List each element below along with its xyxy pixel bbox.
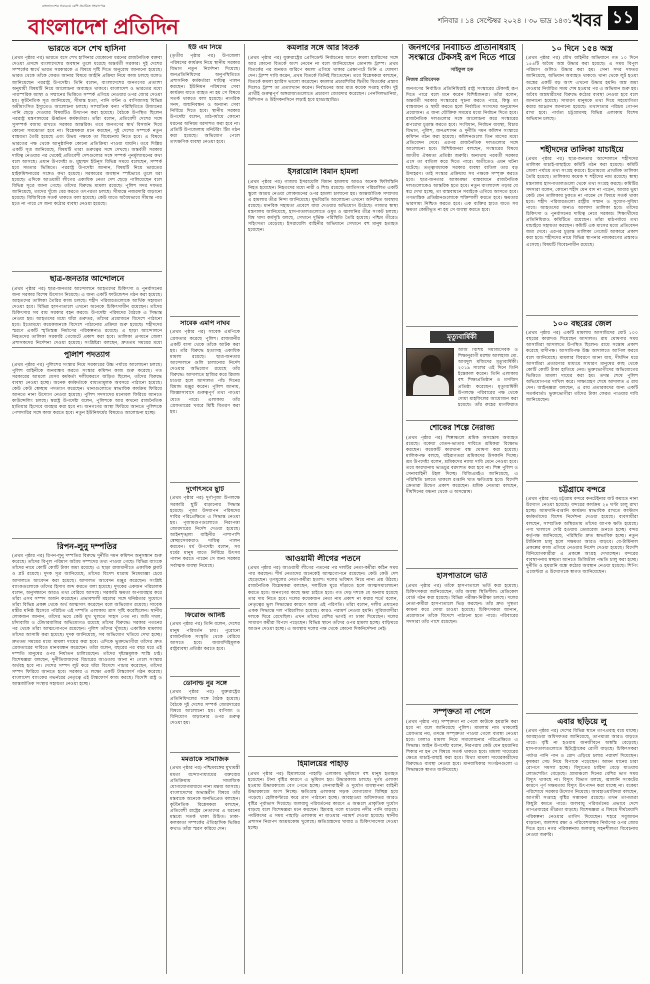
divider (248, 164, 398, 165)
headline: সাবেক এমপি নাঘব (180, 320, 230, 327)
article-body: (প্রথম পৃষ্ঠার পর) যৌথ বাহিনীর অভিযানে গত ১০ দিনে ১৫৪টি অবৈধ অস্ত্র উদ্ধার করা হয়েছে। এ সময় বিপুল পরিমাণ গুলিও উদ্ধার করা হয়। সেনা সদর দফতর জানিয়েছে, অভিযান অব্যাহত থাকবে। থানা থেকে লুট হওয়া অস্ত্রের একটি বড় অংশ এখনো উদ্ধার হয়নি। অস্ত্র জমা দেওয়ার নির্ধারিত সময় শেষ হওয়ার পর এ অভিযান শুরু হয়। অবৈধ অস্ত্রধারীদের বিরুদ্ধে কঠোর ব্যবস্থা নেওয়া হবে বলে জানানো হয়েছে। সাধারণ মানুষকে তথ্য দিয়ে সহযোগিতা করার আহ্বান জানানো হয়েছে। তথ্যদাতার পরিচয় গোপন রাখা হবে। পার্বত্য চট্টগ্রামসহ বিভিন্ন এলাকায় বিশেষ অভিযান চলছে। (526, 56, 638, 123)
article-body: (প্রথম পৃষ্ঠার পর) যুক্তরাষ্ট্রের প্রেসিডেন্ট নির্বাচনের আগে কমলা হ্যারিসের সঙ্গে আর কোনো বিতর্কে অংশ নেবেন না বলে জানিয়েছেন ডোনাল্ড ট্রাম্প। প্রথম বিতর্কের পর জনমত জরিপে কমলা এগিয়ে থাকার প্রেক্ষাপটে তিনি এ ঘোষণা দেন। ট্রাম্প দাবি করেন, প্রথম বিতর্কে তিনিই জিতেছেন। তবে বিশ্লেষকরা বলছেন, বিতর্কে কমলা হ্যারিস ভালো করেছেন। কমলার প্রচারশিবির দ্বিতীয় বিতর্কের প্রস্তাব দিলেও ট্রাম্প তা প্রত্যাখ্যান করেন। নির্বাচনের আর মাত্র কয়েক সপ্তাহ বাকি। দুই প্রার্থীই গুরুত্বপূর্ণ অঙ্গরাজ্যগুলোতে প্রচারণা জোরদার করেছেন। পেনসিলভানিয়া, মিশিগান ও উইসকনসিনে লড়াই হবে হাড্ডাহাড্ডি। (248, 55, 398, 104)
article-israel-strike (248, 168, 398, 548)
article-student-movement (12, 275, 162, 345)
article-body: আজ বিশিষ্ট সমাজসেবক ও শিক্ষানুরাগী মরহুম আলহাজ মো. আবদুল মজিদের মৃত্যুবার্ষিকী। ২০১৯ সালের এই দিনে তিনি ইন্তেকাল করেন। তিনি এলাকায় বহু শিক্ষাপ্রতিষ্ঠান ও মসজিদ প্রতিষ্ঠা করেছেন। মৃত্যুবার্ষিকী উপলক্ষে পরিবারের পক্ষ থেকে দোয়া মাহফিলের আয়োজন করা হয়েছে। তাঁর রুহের মাগফিরাত (458, 348, 518, 406)
masthead-rule (12, 40, 638, 41)
article-former-mp (170, 320, 240, 480)
newspaper-logo[interactable] (14, 4, 194, 39)
article-body: (প্রথম পৃষ্ঠার পর) গাজায় ইসরায়েলি বিমান হামলায় আরও অনেক ফিলিস্তিনি নিহত হয়েছেন। নিহতদের মধ্যে নারী ও শিশু রয়েছে। জাতিসংঘ পরিচালিত একটি স্কুলে আশ্রয় নেওয়া লোকজনের ওপর হামলা চালানো হয়। আন্তর্জাতিক সম্প্রদায় এ হামলার তীব্র নিন্দা জানিয়েছে। যুদ্ধবিরতি আলোচনা এখনো অনিশ্চিত অবস্থায় রয়েছে। মানবিক সহায়তা প্রবেশে বাধা দেওয়ার অভিযোগ উঠেছে। গাজার স্বাস্থ্য মন্ত্রণালয় জানিয়েছে, হাসপাতালগুলোতে ওষুধ ও জ্বালানির তীব্র সংকট চলছে। বিশ্ব খাদ্য কর্মসূচি বলছে, সেখানে দুর্ভিক্ষ পরিস্থিতি তৈরি হয়েছে। পশ্চিম তীরেও সহিংসতা বেড়েছে। ইসরায়েলি বাহিনীর অভিযানে সেখানে বহু মানুষ হতাহত হয়েছেন। (248, 179, 398, 234)
article-police-resign (12, 351, 162, 536)
article-body: (প্রথম পৃষ্ঠার পর) আওয়ামী লীগের পতনের পর দলটির নেতা-কর্মীরা কঠিন সময় পার করছেন। শীর্ষ নেতাদের অনেকেই আত্মগোপনে রয়েছেন। কেউ কেউ দেশ ছেড়েছেন। তৃণমূলের নেতা-কর্মীরা হতাশ। দলের ভবিষ্যৎ নিয়ে নানা প্রশ্ন উঠছে। রাজনৈতিক বিশ্লেষকরা বলছেন, দলটিকে ঘুরে দাঁড়াতে হলে আত্মসমালোচনা করতে হবে। জনগণের কাছে ক্ষমা চাইতে হবে। গত দেড় দশকে যে অন্যায় হয়েছে তার দায় নিতে হবে। দলের কয়েকজন নেতা নাম প্রকাশ না করার শর্তে বলেন, নেতৃত্বের ভুল সিদ্ধান্তের কারণে আজ এই পরিণতি। তাঁরা বলেন, দলীয় প্রধানের একক সিদ্ধান্তে দল পরিচালিত হয়েছে। কারও পরামর্শ নেওয়া হয়নি। সুবিধাবাদীরা দলকে ঘিরে রেখেছিল। এখন তাঁদের বেশির ভাগই গা ঢাকা দিয়েছেন। দলের সাধারণ কর্মীরা বিপদে পড়েছেন। বিভিন্ন স্থানে তাঁদের ওপর হামলা হচ্ছে। বাড়িঘরে আগুন দেওয়া হচ্ছে। এ অবস্থায় দলের পক্ষ থেকে কোনো দিকনির্দেশনা নেই। (248, 566, 398, 633)
page-number: ১১ (608, 6, 638, 30)
article-kamala-debate (248, 44, 398, 162)
portrait-shirt (413, 375, 449, 395)
article-mamata (170, 756, 240, 974)
article-body: (প্রথম পৃষ্ঠার পর) শিল্পাঞ্চলে শ্রমিক অসন্তোষ অব্যাহত রয়েছে। বকেয়া বেতন-ভাতার দাবিতে শ্রমিকরা বিক্ষোভ করছেন। কয়েকটি কারখানা বন্ধ ঘোষণা করা হয়েছে। মালিকপক্ষ বলছে, বহিরাগতরা শ্রমিকদের উসকানি দিচ্ছে। শ্রম উপদেষ্টা বলেন, শ্রমিকদের ন্যায্য দাবি মেনে নেওয়া হবে। তবে কারখানায় ভাঙচুর বরদাশত করা হবে না। শিল্প পুলিশ ও সেনাবাহিনী টহল দিচ্ছে। বিজিএমইএ জানিয়েছে, এ পরিস্থিতি চলতে থাকলে রপ্তানি খাত ক্ষতিগ্রস্ত হবে। বিদেশি ক্রেতারা উদ্বেগ প্রকাশ করেছেন। শ্রমিক নেতারা বলছেন, দীর্ঘদিনের বঞ্চনা থেকে এ অসন্তোষ। (406, 435, 518, 496)
section-title: খবর (572, 11, 602, 31)
divider (170, 676, 240, 677)
byline: সাইফুল হক (450, 66, 474, 73)
publication-date: শনিবার । ১৪ সেপ্টেম্বর ২০২৪ । ৩০ ভাদ্র ১৪৩১ (438, 17, 572, 25)
reporter-label: নিজস্ব প্রতিবেদক (406, 76, 440, 83)
divider (526, 481, 638, 482)
divider (170, 752, 240, 753)
divider (406, 568, 518, 569)
portrait-head (421, 355, 441, 377)
obituary-photo (406, 348, 454, 396)
headline: জনগণের নির্বাচিত প্রতিনিধিরাই সংস্কারে টেকসই রূপ দিতে পারে (408, 44, 516, 63)
article-body: (প্রথম পৃষ্ঠার পর) ছাত্র-জনতার আন্দোলনে আহতদের চিকিৎসা ও পুনর্বাসনের জন্য সরকার বিশেষ উদ্যোগ নিয়েছে। এ জন্য একটি ফাউন্ডেশন গঠন করা হয়েছে। আহতদের তালিকা তৈরির কাজ চলছে। শহীদ পরিবারগুলোকে আর্থিক সহায়তা দেওয়া হবে। বিভিন্ন হাসপাতালে এখনো অনেকে চিকিৎসাধীন রয়েছেন। তাঁদের চিকিৎসার সব ব্যয় সরকার বহন করবে। উপদেষ্টা পরিষদের বৈঠকে এ সিদ্ধান্ত নেওয়া হয়। আহতদের মধ্যে যাঁরা গুরুতর, তাঁদের প্রয়োজনে বিদেশে পাঠানো হবে। ইতোমধ্যে কয়েকজনকে বিদেশে পাঠানোর প্রক্রিয়া শুরু হয়েছে। শহীদদের স্মরণে একটি স্মৃতিস্তম্ভ নির্মাণের পরিকল্পনাও রয়েছে। এ ছাড়া আন্দোলনে নিহতদের তালিকা সরকারি গেজেটে প্রকাশ করা হবে। তালিকা প্রণয়নে জেলা প্রশাসকদের নির্দেশনা দেওয়া হয়েছে। সংশ্লিষ্টরা বলছেন, দ্রুততম সময়ের মধ্যে (12, 286, 162, 345)
headline: সম্পৃক্ততা না পেলে (433, 708, 491, 716)
headline: হাসপাতালে ভর্তি (436, 572, 488, 580)
headline: মমতাকে সামাজিক (181, 756, 229, 763)
headline: ভারতে বসে শেখ হাসিনা (48, 44, 126, 53)
article-body: (প্রথম পৃষ্ঠার পর) পুলিশের সংস্কার নিয়ে সরকারের উচ্চ পর্যায়ে আলোচনা চলছে। পুলিশ বাহিনীকে জনবান্ধব করতে সংস্কার কমিশন কাজ শুরু করেছে। গত সরকারের আমলে যেসব কর্মকর্তা দলীয়করণে জড়িত ছিলেন, তাঁদের বিরুদ্ধে ব্যবস্থা নেওয়া হচ্ছে। অনেক কর্মকর্তাকে বাধ্যতামূলক অবসরে পাঠানো হয়েছে। কেউ কেউ স্বেচ্ছায় পদত্যাগ করেছেন। থানাগুলোতে স্বাভাবিক কার্যক্রম ফিরিয়ে আনতে নানা উদ্যোগ নেওয়া হয়েছে। পুলিশ সদস্যদের মনোবল ফিরিয়ে আনতে কাউন্সেলিং চলছে। স্বরাষ্ট্র উপদেষ্টা বলেন, পুলিশকে আর কখনো রাজনৈতিক হাতিয়ার হিসেবে ব্যবহার করা হবে না। জনগণের আস্থা ফিরিয়ে আনতে পুলিশকে পেশাদারির সঙ্গে কাজ করতে হবে। নতুন ইউনিফর্মের বিষয়েও আলোচনা হচ্ছে। (12, 362, 162, 417)
column-rule (522, 44, 523, 974)
headline: ইসরায়েলি বিমান হামলা (287, 168, 359, 176)
article-donald (170, 680, 240, 750)
headline: ইউ এম নিয়ে (188, 44, 222, 51)
headline: হিমালয়ের পাহাড় (297, 760, 349, 768)
article-elected-reps (406, 44, 518, 324)
divider (406, 420, 518, 421)
article-body: (প্রথম পৃষ্ঠার পর) সাবেক এমপিকে গ্রেফতার করেছে পুলিশ। রাজধানীর একটি বাসা থেকে তাঁকে আটক করা হয়। তাঁর বিরুদ্ধে হত্যাসহ একাধিক মামলা রয়েছে। ছাত্র-জনতার আন্দোলনে গুলি চালানোর নির্দেশ দেওয়ার অভিযোগ রয়েছে তাঁর বিরুদ্ধে। আদালতে হাজির করে রিমান্ড চাওয়া হলে আদালত পাঁচ দিনের রিমান্ড মঞ্জুর করেন। পুলিশ জানায়, জিজ্ঞাসাবাদে গুরুত্বপূর্ণ তথ্য পাওয়া যেতে পারে। এলাকায় তাঁর গ্রেফতারের খবরে মিষ্টি বিতরণ করা হয়। (170, 330, 240, 415)
article-ripon-lunu (12, 542, 162, 974)
headline: ডোনাল্ড নুর সঙ্গে (183, 680, 227, 687)
article-awami-league (248, 554, 398, 754)
headline: ছাত্র-জনতার আন্দোলনে (49, 275, 125, 283)
divider (406, 326, 518, 327)
article-industrial-unrest (406, 424, 518, 566)
divider (406, 704, 518, 705)
obituary-label: মৃত্যুবার্ষিকী (430, 331, 494, 343)
headline: দুর্গোৎসবে ছুটি (186, 486, 224, 493)
article-hospitalized (406, 572, 518, 702)
headline: ১০ দিনে ১৫৪ অস্ত্র (551, 44, 613, 53)
article-body: (প্রথম পৃষ্ঠার পর) হিমালয়ের পাহাড়ি এলাকায় ভূমিধসে বহু মানুষ হতাহত হয়েছেন। টানা বৃষ্টির কারণে এ ভূমিধস হয়। উদ্ধারকাজ চলছে। দুর্গম এলাকা হওয়ায় উদ্ধারকাজে বেগ পেতে হচ্ছে। সেনাবাহিনী ও দুর্যোগ ব্যবস্থাপনা বাহিনী উদ্ধারকাজে অংশ নিচ্ছে। ক্ষতিগ্রস্ত এলাকার সড়ক যোগাযোগ বিচ্ছিন্ন হয়ে পড়েছে। হেলিকপ্টারে করে ত্রাণ পাঠানো হচ্ছে। আবহাওয়া অধিদফতর আরও বৃষ্টির পূর্বাভাস দিয়েছে। জলবায়ু পরিবর্তনের কারণে এ অঞ্চলে প্রাকৃতিক দুর্যোগ বাড়ছে বলে বিশেষজ্ঞরা মনে করছেন। হিমবাহ গলে যাওয়ায় নদীর পানি বাড়ছে। পর্যটকদের এ সময় পাহাড়ি এলাকায় না যাওয়ার পরামর্শ দেওয়া হয়েছে। স্থানীয় প্রশাসন নিরাপদ আশ্রয়কেন্দ্র খুলেছে। ক্ষতিগ্রস্তদের খাবার ও চিকিৎসাসেবা দেওয়া হচ্ছে। (248, 771, 398, 832)
article-body: (প্রথম পৃষ্ঠার পর) তাঁকে হাসপাতালে ভর্তি করা হয়েছে। চিকিৎসকরা জানিয়েছেন, তাঁর অবস্থা স্থিতিশীল। মেডিকেল বোর্ড গঠন করা হয়েছে। বিভিন্ন পরীক্ষা-নিরীক্ষা চলছে। দলের নেতা-কর্মীরা হাসপাতালে ভিড় করছেন। তাঁর দ্রুত সুস্থতা কামনা করে দোয়া চাওয়া হয়েছে। চিকিৎসকরা জানান, প্রয়োজনে তাঁকে বিদেশে পাঠানো হতে পারে। পরিবারের সদস্যরা তাঁর পাশে রয়েছেন। (406, 583, 518, 626)
article-martyrs-list (526, 145, 638, 313)
divider (170, 316, 240, 317)
divider (526, 141, 638, 142)
article-body: (প্রথম পৃষ্ঠার পর) তিনি বলেন, দেশের মানুষ পরিবর্তন চায়। পুরোনো রাজনৈতিক সংস্কৃতি থেকে বেরিয়ে আসতে হবে। জবাবদিহিমূলক রাষ্ট্রব্যবস্থা প্রতিষ্ঠা করতে হবে। (170, 622, 240, 652)
article-body: (তৃতীয় পৃষ্ঠার পর) উপজেলা পরিষদের কার্যক্রম নিয়ে স্থানীয় সরকার বিভাগ নতুন নির্দেশনা দিয়েছে। জনপ্রতিনিধিদের অনুপস্থিতিতে প্রশাসনিক কর্মকর্তারা দায়িত্ব পালন করছেন। ইউনিয়ন পরিষদের সেবা কার্যক্রম যাতে ব্যাহত না হয় সে বিষয়ে সতর্ক থাকতে বলা হয়েছে। নাগরিক সনদ, জন্মনিবন্ধন ও অন্যান্য সেবা নির্বিঘ্নে দিতে হবে। স্থানীয় সরকার উপদেষ্টা বলেন, মাঠপর্যায়ে কোনো ধরনের অনিয়ম বরদাশত করা হবে না। প্রতিটি উপজেলায় মনিটরিং টিম গঠন করা হয়েছে। অভিযোগ পেলে তাৎক্ষণিক ব্যবস্থা নেওয়া হবে। (170, 54, 240, 145)
divider (248, 756, 398, 757)
article-body: (প্রথম পৃষ্ঠার পর) রিপন-লুনু দম্পতির বিরুদ্ধে দুর্নীতি দমন কমিশন অনুসন্ধান শুরু করেছে। তাঁদের বিপুল পরিমাণ অবৈধ সম্পদের তথ্য পাওয়া গেছে। বিভিন্ন ব্যাংকে তাঁদের নামে কোটি কোটি টাকা জমা রয়েছে। এ ছাড়া রাজধানীতে একাধিক ফ্ল্যাট ও প্লট রয়েছে। দুদক সূত্র জানিয়েছে, তাঁদের বিদেশ যাত্রায় নিষেধাজ্ঞা চেয়ে আদালতে আবেদন করা হয়েছে। আদালত আবেদন মঞ্জুর করেছেন। সংশ্লিষ্ট ব্যাংকগুলোকে তাঁদের হিসাব জব্দ করতে বলা হয়েছে। দুদকের একজন পরিচালক বলেন, অনুসন্ধানে আরও তথ্য বেরিয়ে আসছে। সরকারি ক্ষমতা অপব্যবহার করে তাঁরা এসব সম্পদ অর্জন করেছেন। প্রভাবশালী মহলের সঙ্গে ঘনিষ্ঠতার সুযোগে তাঁরা বিভিন্ন প্রকল্প থেকে অর্থ আত্মসাৎ করেছেন বলে অভিযোগ রয়েছে। সাবেক মন্ত্রীর ঘনিষ্ঠ হিসেবে পরিচিত এই দম্পতি এলাকায় ত্রাস সৃষ্টি করেছিলেন। স্থানীয় লোকজন জানান, তাঁদের ভয়ে কেউ মুখ খুলতে সাহস পেত না। জমি দখল, চাঁদাবাজি ও টেন্ডারবাজির অভিযোগও রয়েছে তাঁদের বিরুদ্ধে। সরকার পতনের পর থেকে তাঁরা আত্মগোপনে রয়েছেন। পুলিশ তাঁদের খুঁজছে। একাধিক মামলায় তাঁদের আসামি করা হয়েছে। দুদক জানিয়েছে, সব অভিযোগ খতিয়ে দেখা হচ্ছে। দ্রুততম সময়ের মধ্যে মামলা দায়ের করা হবে। এদিকে ভুক্তভোগীরা তাঁদের দ্রুত গ্রেফতারের দাবিতে মানববন্ধন করেছেন। তাঁরা বলেন, বছরের পর বছর ধরে এই দম্পতি মানুষের ওপর নির্যাতন চালিয়েছেন। তাঁদের দৃষ্টান্তমূলক শাস্তি চাই। বিশেষজ্ঞরা বলছেন, দুর্নীতিবাজদের বিচারের আওতায় আনা না গেলে সংস্কার অর্থবহ হবে না। দেশের সম্পদ লুট করে যাঁরা বিদেশে পাচার করেছেন, তাঁদের সম্পদ ফিরিয়ে আনতে হবে। সরকার এ লক্ষ্যে একটি টাস্কফোর্স গঠন করেছে। বাংলাদেশ ব্যাংকের গভর্নরের নেতৃত্বে এই টাস্কফোর্স কাজ করছে। বিদেশি রাষ্ট্র ও আন্তর্জাতিক সংস্থার সহায়তা নেওয়া হচ্ছে। (12, 554, 162, 688)
article-body: (প্রথম পৃষ্ঠার পর) ভারতে বসে শেখ হাসিনার যেকোনো ধরনের রাজনৈতিক বক্তব্য দেওয়া প্রসঙ্গে বাংলাদেশের অবস্থান তুলে ধরেছে অন্তর্বর্তী সরকার। দুই দেশের সম্পর্কের স্বার্থে ভারত সরকারকে এ বিষয়ে দৃষ্টি দিতে অনুরোধ জানানো হয়েছে। ভারত থেকে তাঁকে ফেরত আনার বিষয়ে আইনি প্রক্রিয়া নিয়ে কাজ চলছে বলেও জানিয়েছেন পররাষ্ট্র উপদেষ্টা। তিনি বলেন, বাংলাদেশের জনগণের প্রত্যাশা অনুযায়ী বিষয়টি নিয়ে আলোচনা অব্যাহত থাকবে। বাংলাদেশ ও ভারতের মধ্যে পারস্পরিক আস্থা ও সম্মানের ভিত্তিতে সম্পর্ক এগিয়ে নেওয়ার ওপর জোর দেওয়া হয়। কূটনৈতিক সূত্র জানিয়েছে, সীমান্ত হত্যা, পানি বণ্টন ও বাণিজ্যসহ বিভিন্ন অমীমাংসিত ইস্যুতেও আলোচনা চলছে। সাম্প্রতিক বন্যা পরিস্থিতিতে উজানের পানি ছেড়ে দেওয়ার বিষয়টিও উত্থাপন করা হয়েছে। বৈঠকে উপস্থিত ছিলেন পররাষ্ট্র মন্ত্রণালয়ের ঊর্ধ্বতন কর্মকর্তারা। তাঁরা বলেন, প্রতিবেশী দেশের সঙ্গে সুসম্পর্ক বজায় রাখতে সরকার আন্তরিক। তবে জনগণের স্বার্থ বিসর্জন দিয়ে কোনো সমঝোতা হবে না। বিশ্লেষকরা মনে করছেন, দুই দেশের সম্পর্কে নতুন বাস্তবতা তৈরি হয়েছে এবং উভয় পক্ষকে তা বিবেচনায় নিতে হবে। এ বিষয়ে ভারতের পক্ষ থেকে আনুষ্ঠানিক কোনো প্রতিক্রিয়া পাওয়া যায়নি। তবে দিল্লির একটি সূত্র জানিয়েছে, বিষয়টি তারা গুরুত্বের সঙ্গে দেখছে। অন্তর্বর্তী সরকার দায়িত্ব নেওয়ার পর থেকেই প্রতিবেশী দেশগুলোর সঙ্গে সম্পর্ক পুনর্মূল্যায়নের কথা বলে আসছে। প্রধান উপদেষ্টা ড. মুহাম্মদ ইউনূস বিভিন্ন সময়ে বলেছেন, সম্পর্ক হবে সমতার ভিত্তিতে। পররাষ্ট্র উপদেষ্টা জানান, বিষয়টি নিয়ে ভারতের হাইকমিশনারের সঙ্গেও কথা হয়েছে। সরকারের অবস্থান স্পষ্টভাবে তুলে ধরা হয়েছে। এদিকে আওয়ামী লীগের একাধিক নেতা দেশ ছেড়ে পালিয়েছেন বলে বিভিন্ন সূত্রে জানা গেছে। তাঁদের বিরুদ্ধে মামলা রয়েছে। পুলিশ সদর দফতর জানিয়েছে, তাদের খুঁজে বের করতে তৎপরতা চলছে। সীমান্তে নজরদারি বাড়ানো হয়েছে। বিজিবিকে সতর্ক থাকতে বলা হয়েছে। কেউ যাতে অবৈধভাবে সীমান্ত পার হতে না পারে সে জন্য কঠোর ব্যবস্থা নেওয়া হয়েছে। (12, 56, 162, 208)
article-body: (প্রথম পৃষ্ঠার পর) ছাত্র-জনতার আন্দোলনে শহীদদের তালিকা যাচাই-বাছাইয়ে কমিটি গঠন করা হয়েছে। কমিটি জেলা পর্যায়ে তথ্য সংগ্রহ করবে। ইতোমধ্যে প্রাথমিক তালিকা তৈরি হয়েছে। তালিকায় কয়েক শ শহীদের নাম রয়েছে। স্বাস্থ্য মন্ত্রণালয় হাসপাতালগুলো থেকে তথ্য সংগ্রহ করছে। কমিটির সদস্যরা বলেন, কোনো শহীদ যেন বাদ না পড়েন, আবার ভুয়া কেউ যেন তালিকায় ঢুকতে না পারেন সে বিষয়ে সতর্ক থাকা হবে। শহীদ পরিবারগুলো রাষ্ট্রীয় সম্মান ও সুযোগ-সুবিধা পাবে। আহতদের জন্যও আলাদা তালিকা হবে। তাঁদের চিকিৎসা ও পুনর্বাসনের দায়িত্ব নেবে সরকার। শিক্ষার্থীদের প্রতিনিধিরাও কমিটিতে রয়েছেন। তাঁরা মাঠপর্যায়ে তথ্য যাচাইয়ে সহায়তা করছেন। কমিটি এক মাসের মধ্যে প্রতিবেদন জমা দেবে। এরপর চূড়ান্ত তালিকা গেজেট আকারে প্রকাশ করা হবে। শহীদদের নামে বিভিন্ন স্থাপনার নামকরণের প্রস্তাবও এসেছে। বিষয়টি বিবেচনাধীন রয়েছে। (526, 157, 638, 248)
divider (248, 550, 398, 551)
headline: শোকের শিল্পে নৈরাজ্য (429, 424, 495, 432)
headline: ১০০ বছরের জেল (552, 319, 612, 328)
divider (526, 713, 638, 714)
article-weapons-recovered (526, 44, 638, 139)
article-body: (প্রথম পৃষ্ঠার পর) পশ্চিমবঙ্গের মুখ্যমন্ত্রী মমতা বন্দ্যোপাধ্যায়ের বক্তব্যের প্রতিক্রিয়ায় সামাজিক যোগাযোগমাধ্যমে নানা মন্তব্য আসছে। বাংলাদেশের অভ্যন্তরীণ বিষয়ে তাঁর মন্তব্যকে অনেকে অনভিপ্রেত বলছেন। কূটনৈতিক বিশ্লেষকরা বলছেন, প্রতিবেশী রাষ্ট্রের নেতাদের এ ধরনের মন্তব্যে সতর্ক থাকা উচিত। ঢাকা-কলকাতা সম্পর্কের ঐতিহাসিক ভিত্তির কথাও তাঁরা স্মরণ করিয়ে দেন। (170, 766, 240, 833)
obituary-text-top (458, 348, 518, 406)
headline: চট্টগ্রামে বন্দরে (558, 485, 606, 494)
article-involvement (406, 708, 518, 974)
article-body: (প্রথম পৃষ্ঠার পর) দেশের বিভিন্ন স্থানে তাপপ্রবাহ বয়ে যাচ্ছে। আবহাওয়া অধিদফতর জানিয়েছে, তাপমাত্রা আরও বাড়তে পারে। বৃষ্টি না হওয়ায় জনজীবনে অস্বস্তি বেড়েছে। হাসপাতালগুলোতে হিটস্ট্রোকের রোগী বাড়ছে। চিকিৎসকরা পর্যাপ্ত পানি পান ও রোদ এড়িয়ে চলার পরামর্শ দিয়েছেন। কৃষকরা সেচ নিয়ে বিপাকে পড়েছেন। আমন ধানের চারা রোপণে সমস্যা হচ্ছে। বিদ্যুতের চাহিদা বেড়ে যাওয়ায় লোডশেডিং বেড়েছে। গ্রামাঞ্চলে দিনের বেশির ভাগ সময় বিদ্যুৎ থাকছে না। বিদ্যুৎ বিভাগ বলছে, জ্বালানি সংকটের কারণে পূর্ণ সক্ষমতায় বিদ্যুৎ উৎপাদন করা যাচ্ছে না। বকেয়া পরিশোধে সরকার উদ্যোগ নিয়েছে। আবহাওয়াবিদরা বলছেন, আগামী সপ্তাহে বৃষ্টির সম্ভাবনা রয়েছে। তখন তাপমাত্রা কিছুটা কমতে পারে। জলবায়ু পরিবর্তনের প্রভাবে দেশে তাপপ্রবাহের তীব্রতা বাড়ছে। বিশেষজ্ঞরা এ বিষয়ে দীর্ঘমেয়াদি পরিকল্পনা নেওয়ার তাগিদ দিয়েছেন। শহরে সবুজায়ন বাড়ানো, জলাশয় রক্ষা ও পরিবেশবান্ধব নির্মাণের ওপর জোর দিতে হবে। নগর পরিকল্পনায় জলবায়ু সহনশীলতা বিবেচনায় নেওয়া জরুরি। (526, 729, 638, 838)
article-body: (প্রথম পৃষ্ঠার পর) চট্টগ্রাম বন্দরে কনটেইনার জট কমাতে নানা উদ্যোগ নেওয়া হয়েছে। বন্দরের কার্যক্রম ২৪ ঘণ্টা চালু রাখা হচ্ছে। আমদানি-রপ্তানি কার্যক্রম স্বাভাবিক রাখতে কাস্টমস কর্মকর্তাদের বিশেষ নির্দেশনা দেওয়া হয়েছে। ব্যবসায়ীরা বলছেন, সাম্প্রতিক অস্থিরতায় তাঁদের ব্যাপক ক্ষতি হয়েছে। পণ্য খালাসে দেরি হওয়ায় ডেমারেজ গুনতে হচ্ছে। বন্দর কর্তৃপক্ষ জানিয়েছে, পরিস্থিতি দ্রুত স্বাভাবিক হচ্ছে। নতুন টার্মিনাল চালু হলে সক্ষমতা আরও বাড়বে। বে-টার্মিনাল প্রকল্পের কাজ এগিয়ে নেওয়ার নির্দেশ দেওয়া হয়েছে। বিদেশি বিনিয়োগকারীরা এ প্রকল্পে আগ্রহ দেখাচ্ছেন। বন্দরের ব্যবস্থাপনায় স্বচ্ছতা আনতে ডিজিটাল পদ্ধতি চালু করা হচ্ছে। দুর্নীতি ও হয়রানি বন্ধে কঠোর অবস্থান নেওয়া হয়েছে। শিপিং এজেন্টরা এ উদ্যোগকে স্বাগত জানিয়েছেন। (526, 497, 638, 576)
column-rule (244, 44, 245, 974)
headline: এবার ছড়িয়ে লু (557, 717, 607, 726)
headline: কমলার সঙ্গে আর বিতর্ক (286, 44, 360, 52)
headline: রিপন-লুনু দম্পতির (57, 542, 117, 551)
divider (170, 482, 240, 483)
article-upazila (170, 44, 240, 314)
article-body: (প্রথম পৃষ্ঠার পর) একটি মামলায় আসামিদের মোট ১০০ বছরের কারাদণ্ড দিয়েছেন আদালত। রায় ঘোষণার সময় আসামিরা আদালতে উপস্থিত ছিলেন। রায়ে সন্তোষ প্রকাশ করেছে বাদীপক্ষ। আসামিপক্ষ উচ্চ আদালতে আপিল করবে বলে জানিয়েছে। মামলার বিবরণে জানা যায়, দীর্ঘদিন ধরে আসামিরা প্রতারণার মাধ্যমে সাধারণ মানুষের কাছ থেকে কোটি কোটি টাকা হাতিয়ে নেয়। ভুক্তভোগীদের অভিযোগের ভিত্তিতে মামলা দায়ের করা হয়। তদন্ত শেষে পুলিশ অভিযোগপত্র দাখিল করে। সাক্ষ্যগ্রহণ শেষে আদালত এ রায় দেন। আইনজ্ঞরা বলছেন, এ রায় প্রতারকদের জন্য একটি সতর্কবার্তা। ভুক্তভোগীরা তাঁদের টাকা ফেরত পাওয়ার দাবি জানিয়েছেন। (526, 331, 638, 404)
logo-tagline: বাংলাদেশের সবচেয়ে বেশি প্রচারিত সংবাদপত্র (42, 4, 106, 8)
column-rule (402, 44, 403, 974)
article-body: (প্রথম পৃষ্ঠার পর) যুক্তরাষ্ট্রের প্রতিনিধিদলের সঙ্গে বৈঠক হয়েছে। বৈঠকে দুই দেশের সম্পর্ক জোরদারের বিষয়ে আলোচনা হয়। বাণিজ্য ও বিনিয়োগ বাড়ানোর ওপর গুরুত্ব দেওয়া হয়। (170, 690, 240, 726)
article-100-years-jail (526, 319, 638, 479)
divider (170, 608, 240, 609)
headline: আওয়ামী লীগের পতনে (285, 554, 361, 563)
logo-wordmark: বাংলাদেশ প্রতিদিন (28, 15, 179, 39)
article-india-hasina (12, 44, 162, 269)
article-body: (প্রথম পৃষ্ঠার পর) সম্পৃক্ততা না পেলে কাউকে হয়রানি করা হবে না বলে জানিয়েছে পুলিশ। মামলায় নাম থাকলেই গ্রেফতার নয়, তদন্তে সম্পৃক্ততা পাওয়া গেলে ব্যবস্থা নেওয়া হবে। ঢালাও মামলা নিয়ে সমালোচনার পরিপ্রেক্ষিতে এ সিদ্ধান্ত। আইন উপদেষ্টা বলেন, নিরপরাধ কেউ যেন হয়রানির শিকার না হন সে বিষয়ে সতর্ক থাকতে হবে। মামলা দায়েরের ক্ষেত্রে যাচাই-বাছাই করা হবে। মিথ্যা মামলা দায়েরকারীদের বিরুদ্ধেও ব্যবস্থা নেওয়া হবে। মানবাধিকার সংগঠনগুলো এ সিদ্ধান্তকে স্বাগত জানিয়েছে। (406, 719, 518, 774)
divider (12, 347, 162, 348)
headline: পুলিশি পদত্যাগ (64, 351, 110, 359)
headline: ফিরোজ আনিষ্ট (185, 612, 225, 619)
article-heatwave (526, 717, 638, 974)
article-body: (প্রথম পৃষ্ঠার পর) দুর্গাপূজা উপলক্ষে সরকারি ছুটি বাড়ানোর সিদ্ধান্ত হয়েছে। পূজা উদযাপন পরিষদের দাবির পরিপ্রেক্ষিতে এ সিদ্ধান্ত নেওয়া হয়। পূজামণ্ডপগুলোতে নিরাপত্তা জোরদারের নির্দেশ দেওয়া হয়েছে। আইনশৃঙ্খলা বাহিনীর পাশাপাশি স্বেচ্ছাসেবকরাও দায়িত্ব পালন করবেন। ধর্ম উপদেষ্টা বলেন, সব ধর্মের মানুষ যাতে নির্বিঘ্নে উৎসব পালন করতে পারেন সে জন্য সরকার সর্বাত্মক ব্যবস্থা নিয়েছে। (170, 496, 240, 569)
divider (12, 538, 162, 539)
masthead (0, 0, 650, 40)
article-firoz (170, 612, 240, 674)
headline: শহীদদের তালিকা যাচাইয়ে (540, 145, 624, 154)
column-rule (166, 44, 167, 974)
divider (12, 271, 162, 272)
article-himalaya (248, 760, 398, 974)
article-chattogram-port (526, 485, 638, 711)
divider (526, 315, 638, 316)
article-durga-puja (170, 486, 240, 606)
article-body: জনগণের নির্বাচিত প্রতিনিধিরাই রাষ্ট্র সংস্কারের টেকসই রূপ দিতে পারে বলে মনে করেন বিশিষ্টজনরা। তাঁরা বলেন, অন্তর্বর্তী সরকার সংস্কারের সূচনা করতে পারে, কিন্তু তা বাস্তবায়ন ও স্থায়ী করতে হলে নির্বাচিত সংসদের অনুমোদন প্রয়োজন। এ জন্য যৌক্তিক সময়ের মধ্যে নির্বাচন দিতে হবে। রাজনৈতিক দলগুলোর সঙ্গে আলোচনা করে সংস্কারের রূপরেখা চূড়ান্ত করতে হবে। সংবিধান, নির্বাচন ব্যবস্থা, বিচার বিভাগ, পুলিশ, জনপ্রশাসন ও দুর্নীতি দমন কমিশন সংস্কারে কমিশন গঠন করা হয়েছে। কমিশনগুলো তিন মাসের মধ্যে প্রতিবেদন দেবে। এরপর রাজনৈতিক দলগুলোর সঙ্গে আলোচনা হবে। বিশিষ্টজনরা বলছেন, সংস্কারের বিষয়ে জাতীয় ঐকমত্য প্রতিষ্ঠা জরুরি। অন্যথায় পরবর্তী সরকার এসে তা বাতিল করে দিতে পারে। অতীতেও এমন ঘটনা ঘটেছে। তত্ত্বাবধায়ক সরকার ব্যবস্থা বাতিল তার বড় উদাহরণ। তাই সংস্কার প্রক্রিয়ায় সব পক্ষকে সম্পৃক্ত করতে হবে। ছাত্র-জনতার আকাঙ্ক্ষা বাস্তবায়নে রাজনৈতিক দলগুলোকেও আন্তরিক হতে হবে। নতুন বাংলাদেশ গড়ার যে স্বপ্ন দেখা হচ্ছে, তা বাস্তবায়নে সবাইকে এগিয়ে আসতে হবে। গণতান্ত্রিক প্রতিষ্ঠানগুলোকে শক্তিশালী করতে হবে। ক্ষমতার ভারসাম্য নিশ্চিত করতে হবে। এক ব্যক্তির হাতে যাতে সব ক্ষমতা কেন্দ্রীভূত না হয় সে ব্যবস্থা করতে হবে। (406, 86, 518, 214)
